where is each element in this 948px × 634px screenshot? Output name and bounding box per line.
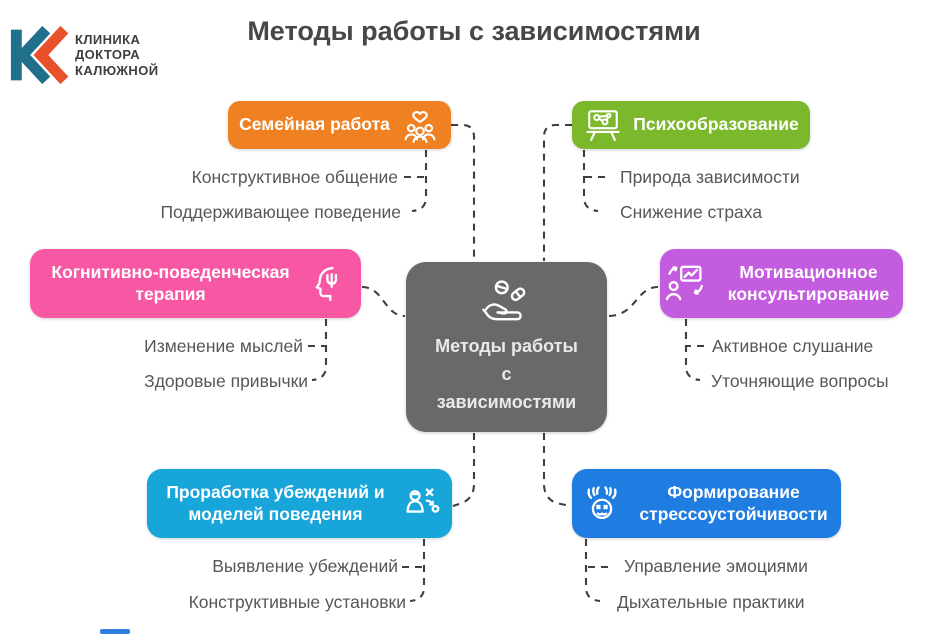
branch-node-family [228,101,451,149]
branch-node-beliefs [147,469,452,538]
subtopic-beliefs-1: Выявление убеждений [212,556,398,576]
page-title: Методы работы с зависимостями [247,16,701,46]
center-label-line1: Методы работы [435,336,578,356]
center-node [406,262,607,432]
bottom-accent-mark [100,629,130,634]
logo-line-3: КАЛЮЖНОЙ [75,62,159,78]
branch-label-cbt: Когнитивно-поведенческая терапия [51,262,290,304]
family-heart-icon [400,105,440,145]
subtopic-family-2: Поддерживающее поведение [160,202,401,222]
subtopic-stress-1: Управление эмоциями [624,556,808,576]
counseling-screen-icon [664,262,708,306]
branch-node-psychoeducation [572,101,810,149]
branch-label-beliefs: Проработка убеждений и моделей поведения [166,482,385,524]
wire-cbt-item2 [312,319,326,380]
subtopic-cbt-1: Изменение мыслей [144,336,303,356]
hand-holding-pills-icon [478,278,536,326]
connector-cbt-center [362,287,405,316]
subtopic-beliefs-2: Конструктивные установки [188,592,406,612]
subtopic-psychoeducation-1: Природа зависимости [620,167,800,187]
branch-label-motivation: Мотивационное консультирование [727,262,890,304]
connector-stress-center [544,433,571,506]
wire-beliefs-item2 [410,539,424,601]
logo-line-1: КЛИНИКА [75,31,141,47]
logo-line-2: ДОКТОРА [75,47,141,63]
wire-stress-item2 [586,539,600,601]
branch-node-stress [572,469,841,538]
head-psi-icon [305,262,349,306]
stressed-face-icon [580,482,624,526]
branch-node-cbt [30,249,361,318]
subtopic-cbt-2: Здоровые привычки [144,371,308,391]
subtopic-motivation-2: Уточняющие вопросы [711,371,889,391]
subtopic-psychoeducation-2: Снижение страха [620,202,763,222]
wire-family-item2 [412,150,426,211]
branch-label-stress: Формирование стрессоустойчивости [639,482,828,524]
connector-family-center [451,125,474,261]
connector-psychoeducation-center [544,125,572,261]
center-label-line3: зависимостями [436,392,577,412]
subtopic-motivation-1: Активное слушание [712,336,874,356]
connector-beliefs-center [453,433,474,506]
center-node-label [435,332,578,416]
wire-motivation-item2 [686,319,700,380]
subtopic-stress-2: Дыхательные практики [617,592,805,612]
branch-node-motivation [660,249,903,318]
connector-motivation-center [608,287,658,316]
presentation-board-icon [583,105,623,145]
person-choice-icon [400,482,444,526]
center-label-line2: с [501,364,512,384]
wire-psychoeducation-item2 [584,150,598,211]
subtopic-family-1: Конструктивное общение [191,167,398,187]
branch-label-family: Семейная работа [239,114,390,135]
branch-label-psychoeducation: Психообразование [633,114,799,135]
